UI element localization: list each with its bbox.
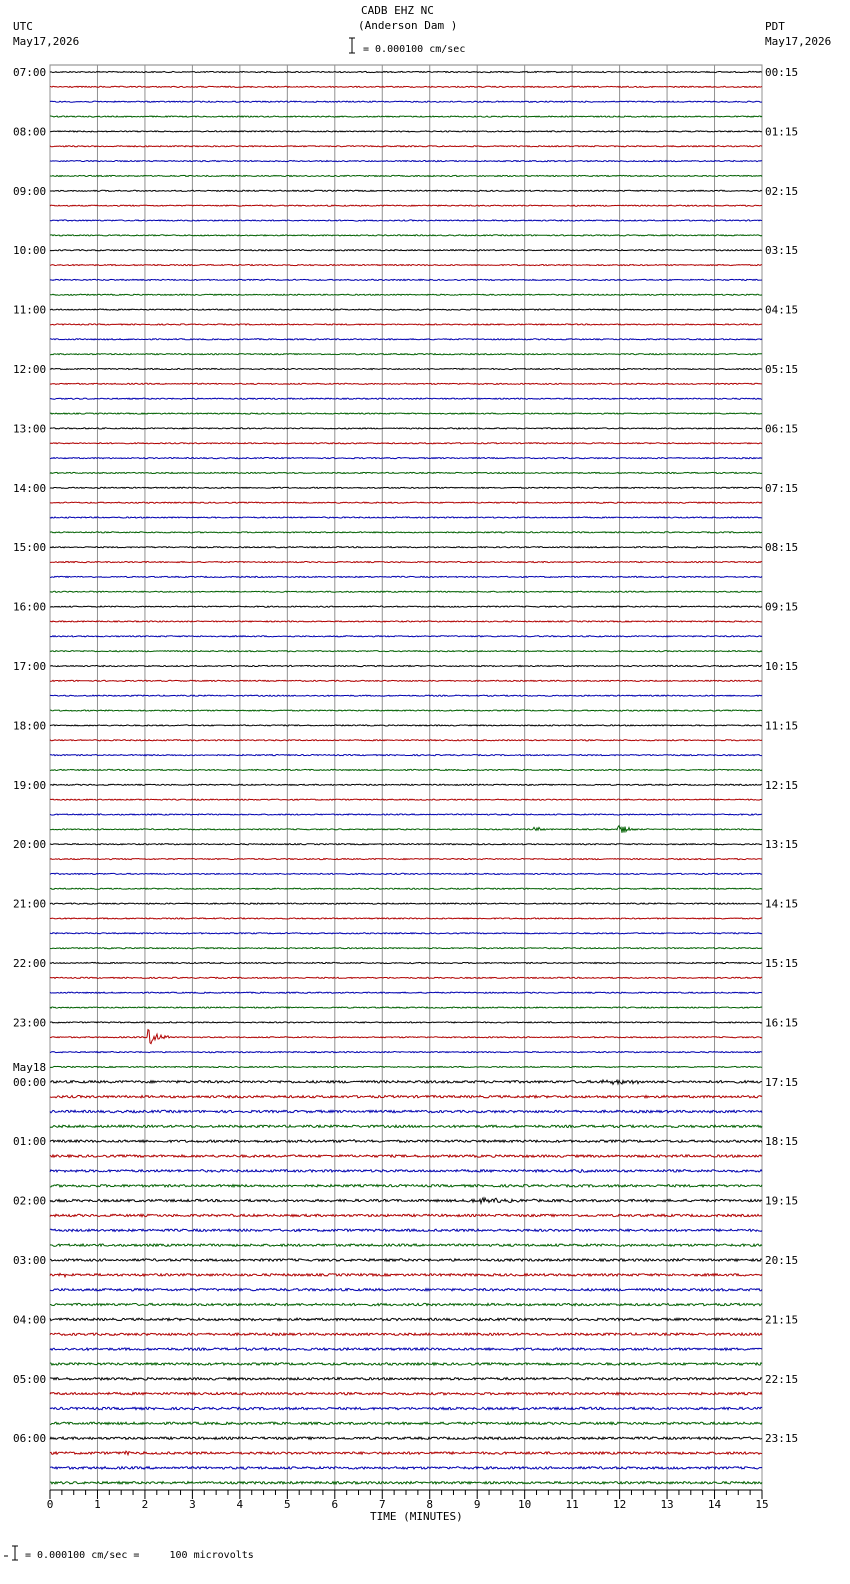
utc-hour-label: 21:00: [13, 897, 47, 911]
trace-line: [50, 1185, 762, 1187]
trace-line: [50, 873, 762, 874]
trace-line: [50, 859, 762, 860]
x-tick-label: 11: [565, 1498, 579, 1511]
pdt-hour-label: 20:15: [765, 1254, 799, 1267]
x-tick-label: 9: [473, 1498, 481, 1511]
trace-line: [50, 606, 762, 607]
utc-label: UTC: [13, 20, 33, 33]
trace-line: [50, 398, 762, 399]
trace-line: [50, 383, 762, 384]
pdt-hour-label: 08:15: [765, 541, 799, 555]
utc-hour-label: 22:00: [13, 957, 47, 970]
x-tick-label: 8: [426, 1498, 434, 1511]
trace-line: [50, 1378, 762, 1380]
trace-line: [50, 576, 762, 577]
trace-line: [50, 1066, 762, 1067]
trace-line: [50, 1229, 762, 1231]
x-tick-label: 4: [236, 1498, 244, 1511]
trace-line: [50, 265, 762, 266]
trace-line: [50, 1080, 762, 1084]
trace-line: [50, 1437, 762, 1439]
trace-line: [50, 1348, 762, 1350]
trace-line: [50, 1422, 762, 1424]
trace-line: [50, 1289, 762, 1291]
trace-line: [50, 309, 762, 310]
trace-line: [50, 992, 762, 993]
utc-hour-label: 05:00: [13, 1372, 47, 1386]
plot-frame: [50, 65, 762, 1490]
trace-line: [50, 324, 762, 325]
trace-line: [50, 146, 762, 147]
trace-line: [50, 695, 762, 696]
trace-line: [50, 354, 762, 355]
trace-line: [50, 1303, 762, 1305]
trace-line: [50, 948, 762, 949]
pdt-hour-label: 18:15: [765, 1135, 799, 1149]
trace-line: [50, 1244, 762, 1246]
trace-line: [50, 680, 762, 681]
trace-line: [50, 784, 762, 785]
pdt-hour-label: 01:15: [765, 125, 799, 139]
pdt-hour-label: 09:15: [765, 600, 799, 614]
trace-line: [50, 190, 762, 191]
trace-line: [50, 1030, 762, 1044]
pdt-hour-label: 17:15: [765, 1075, 799, 1089]
utc-hour-label: 08:00: [13, 125, 47, 139]
utc-hour-label: 18:00: [13, 719, 47, 733]
utc-hour-label: 10:00: [13, 244, 47, 258]
pdt-hour-label: 22:15: [765, 1372, 799, 1386]
scale-text: = 0.000100 cm/sec: [363, 44, 466, 55]
trace-line: [50, 428, 762, 429]
footer-scale-bar-icon: [4, 1546, 18, 1560]
trace-line: [50, 1214, 762, 1216]
utc-hour-label: 15:00: [13, 541, 47, 555]
trace-line: [50, 517, 762, 518]
trace-line: [50, 725, 762, 726]
trace-line: [50, 339, 762, 340]
trace-line: [50, 368, 762, 369]
trace-line: [50, 1096, 762, 1098]
trace-line: [50, 1110, 762, 1112]
trace-line: [50, 1155, 762, 1157]
trace-line: [50, 101, 762, 102]
x-axis-title: TIME (MINUTES): [370, 1510, 463, 1523]
trace-line: [50, 755, 762, 756]
trace-line: [50, 1007, 762, 1008]
trace-line: [50, 1333, 762, 1335]
x-tick-label: 1: [94, 1498, 101, 1511]
trace-line: [50, 502, 762, 503]
pdt-hour-label: 16:15: [765, 1016, 799, 1030]
utc-date: May17,2026: [13, 35, 80, 48]
trace-line: [50, 1170, 762, 1173]
trace-line: [50, 1198, 762, 1203]
pdt-hour-label: 04:15: [765, 303, 799, 317]
trace-line: [50, 562, 762, 563]
x-tick-label: 14: [707, 1498, 722, 1511]
trace-line: [50, 962, 762, 963]
utc-hour-label: 02:00: [13, 1194, 47, 1208]
trace-line: [50, 977, 762, 978]
trace-line: [50, 472, 762, 473]
utc-hour-label: 03:00: [13, 1254, 47, 1267]
pdt-hour-label: 13:15: [765, 838, 799, 852]
pdt-hour-label: 00:15: [765, 66, 799, 79]
pdt-hour-label: 03:15: [765, 244, 799, 258]
utc-hour-label: 04:00: [13, 1313, 47, 1327]
trace-line: [50, 1052, 762, 1053]
utc-hour-label: 00:00: [13, 1075, 47, 1089]
trace-line: [50, 175, 762, 176]
utc-hour-label: 14:00: [13, 481, 47, 495]
trace-line: [50, 1482, 762, 1484]
trace-line: [50, 547, 762, 548]
pdt-label: PDT: [765, 20, 785, 33]
trace-line: [50, 458, 762, 459]
trace-line: [50, 844, 762, 845]
utc-hour-label: 01:00: [13, 1135, 47, 1149]
trace-line: [50, 1318, 762, 1320]
trace-line: [50, 826, 762, 833]
trace-line: [50, 636, 762, 637]
trace-line: [50, 86, 762, 87]
utc-hour-label: 23:00: [13, 1016, 47, 1030]
x-tick-label: 2: [141, 1498, 149, 1511]
trace-line: [50, 205, 762, 206]
trace-line: [50, 1022, 762, 1023]
trace-line: [50, 1363, 762, 1365]
x-tick-label: 15: [755, 1498, 769, 1511]
trace-line: [50, 769, 762, 770]
station-title: CADB EHZ NC: [361, 4, 434, 17]
trace-line: [50, 799, 762, 800]
utc-hour-label: 12:00: [13, 363, 47, 376]
pdt-date: May17,2026: [765, 35, 832, 48]
trace-line: [50, 740, 762, 741]
pdt-hour-label: 21:15: [765, 1313, 799, 1327]
trace-line: [50, 161, 762, 162]
utc-hour-label: 06:00: [13, 1432, 47, 1446]
trace-line: [50, 413, 762, 414]
pdt-hour-label: 23:15: [765, 1432, 799, 1446]
station-location: (Anderson Dam ): [358, 19, 458, 32]
utc-hour-label: 07:00: [13, 66, 47, 79]
footer-scale-text: = 0.000100 cm/sec = 100 microvolts: [25, 1550, 254, 1561]
trace-line: [50, 591, 762, 592]
trace-line: [50, 1140, 762, 1143]
x-tick-label: 6: [331, 1498, 339, 1511]
trace-line: [50, 888, 762, 889]
pdt-hour-label: 15:15: [765, 957, 799, 970]
pdt-hour-label: 05:15: [765, 363, 799, 376]
trace-line: [50, 1273, 762, 1277]
trace-line: [50, 1393, 762, 1395]
trace-line: [50, 487, 762, 488]
x-tick-label: 13: [660, 1498, 674, 1511]
trace-line: [50, 621, 762, 622]
trace-line: [50, 1407, 762, 1409]
utc-hour-label: 19:00: [13, 778, 47, 792]
utc-hour-label: 09:00: [13, 184, 47, 198]
trace-line: [50, 294, 762, 295]
x-tick-label: 3: [189, 1498, 196, 1511]
utc-hour-label: 16:00: [13, 600, 47, 614]
pdt-hour-label: 02:15: [765, 184, 799, 198]
trace-line: [50, 933, 762, 934]
trace-line: [50, 814, 762, 815]
trace-line: [50, 710, 762, 711]
trace-line: [50, 665, 762, 666]
trace-line: [50, 532, 762, 533]
trace-line: [50, 1467, 762, 1469]
scale-bar-icon: [349, 38, 355, 53]
trace-line: [50, 235, 762, 236]
pdt-hour-label: 11:15: [765, 719, 799, 733]
pdt-hour-label: 06:15: [765, 422, 799, 436]
x-tick-label: 5: [284, 1498, 291, 1511]
trace-line: [50, 1451, 762, 1455]
pdt-hour-label: 12:15: [765, 778, 799, 792]
trace-line: [50, 443, 762, 444]
x-tick-label: 7: [378, 1498, 386, 1511]
trace-line: [50, 279, 762, 280]
x-tick-label: 10: [518, 1498, 532, 1511]
pdt-hour-label: 07:15: [765, 481, 799, 495]
trace-line: [50, 116, 762, 117]
utc-hour-label: 17:00: [13, 660, 47, 673]
trace-line: [50, 651, 762, 652]
utc-hour-label: 11:00: [13, 303, 47, 317]
trace-line: [50, 131, 762, 132]
trace-line: [50, 903, 762, 904]
trace-line: [50, 71, 762, 72]
trace-line: [50, 1125, 762, 1127]
trace-line: [50, 1259, 762, 1261]
x-tick-label: 0: [46, 1498, 54, 1511]
pdt-hour-label: 10:15: [765, 660, 799, 673]
pdt-hour-label: 14:15: [765, 897, 799, 911]
date-change-label: May18: [13, 1060, 47, 1074]
utc-hour-label: 20:00: [13, 838, 47, 852]
trace-line: [50, 220, 762, 221]
trace-line: [50, 250, 762, 251]
utc-hour-label: 13:00: [13, 422, 47, 436]
x-tick-label: 12: [612, 1498, 627, 1511]
pdt-hour-label: 19:15: [765, 1194, 799, 1208]
trace-line: [50, 918, 762, 919]
